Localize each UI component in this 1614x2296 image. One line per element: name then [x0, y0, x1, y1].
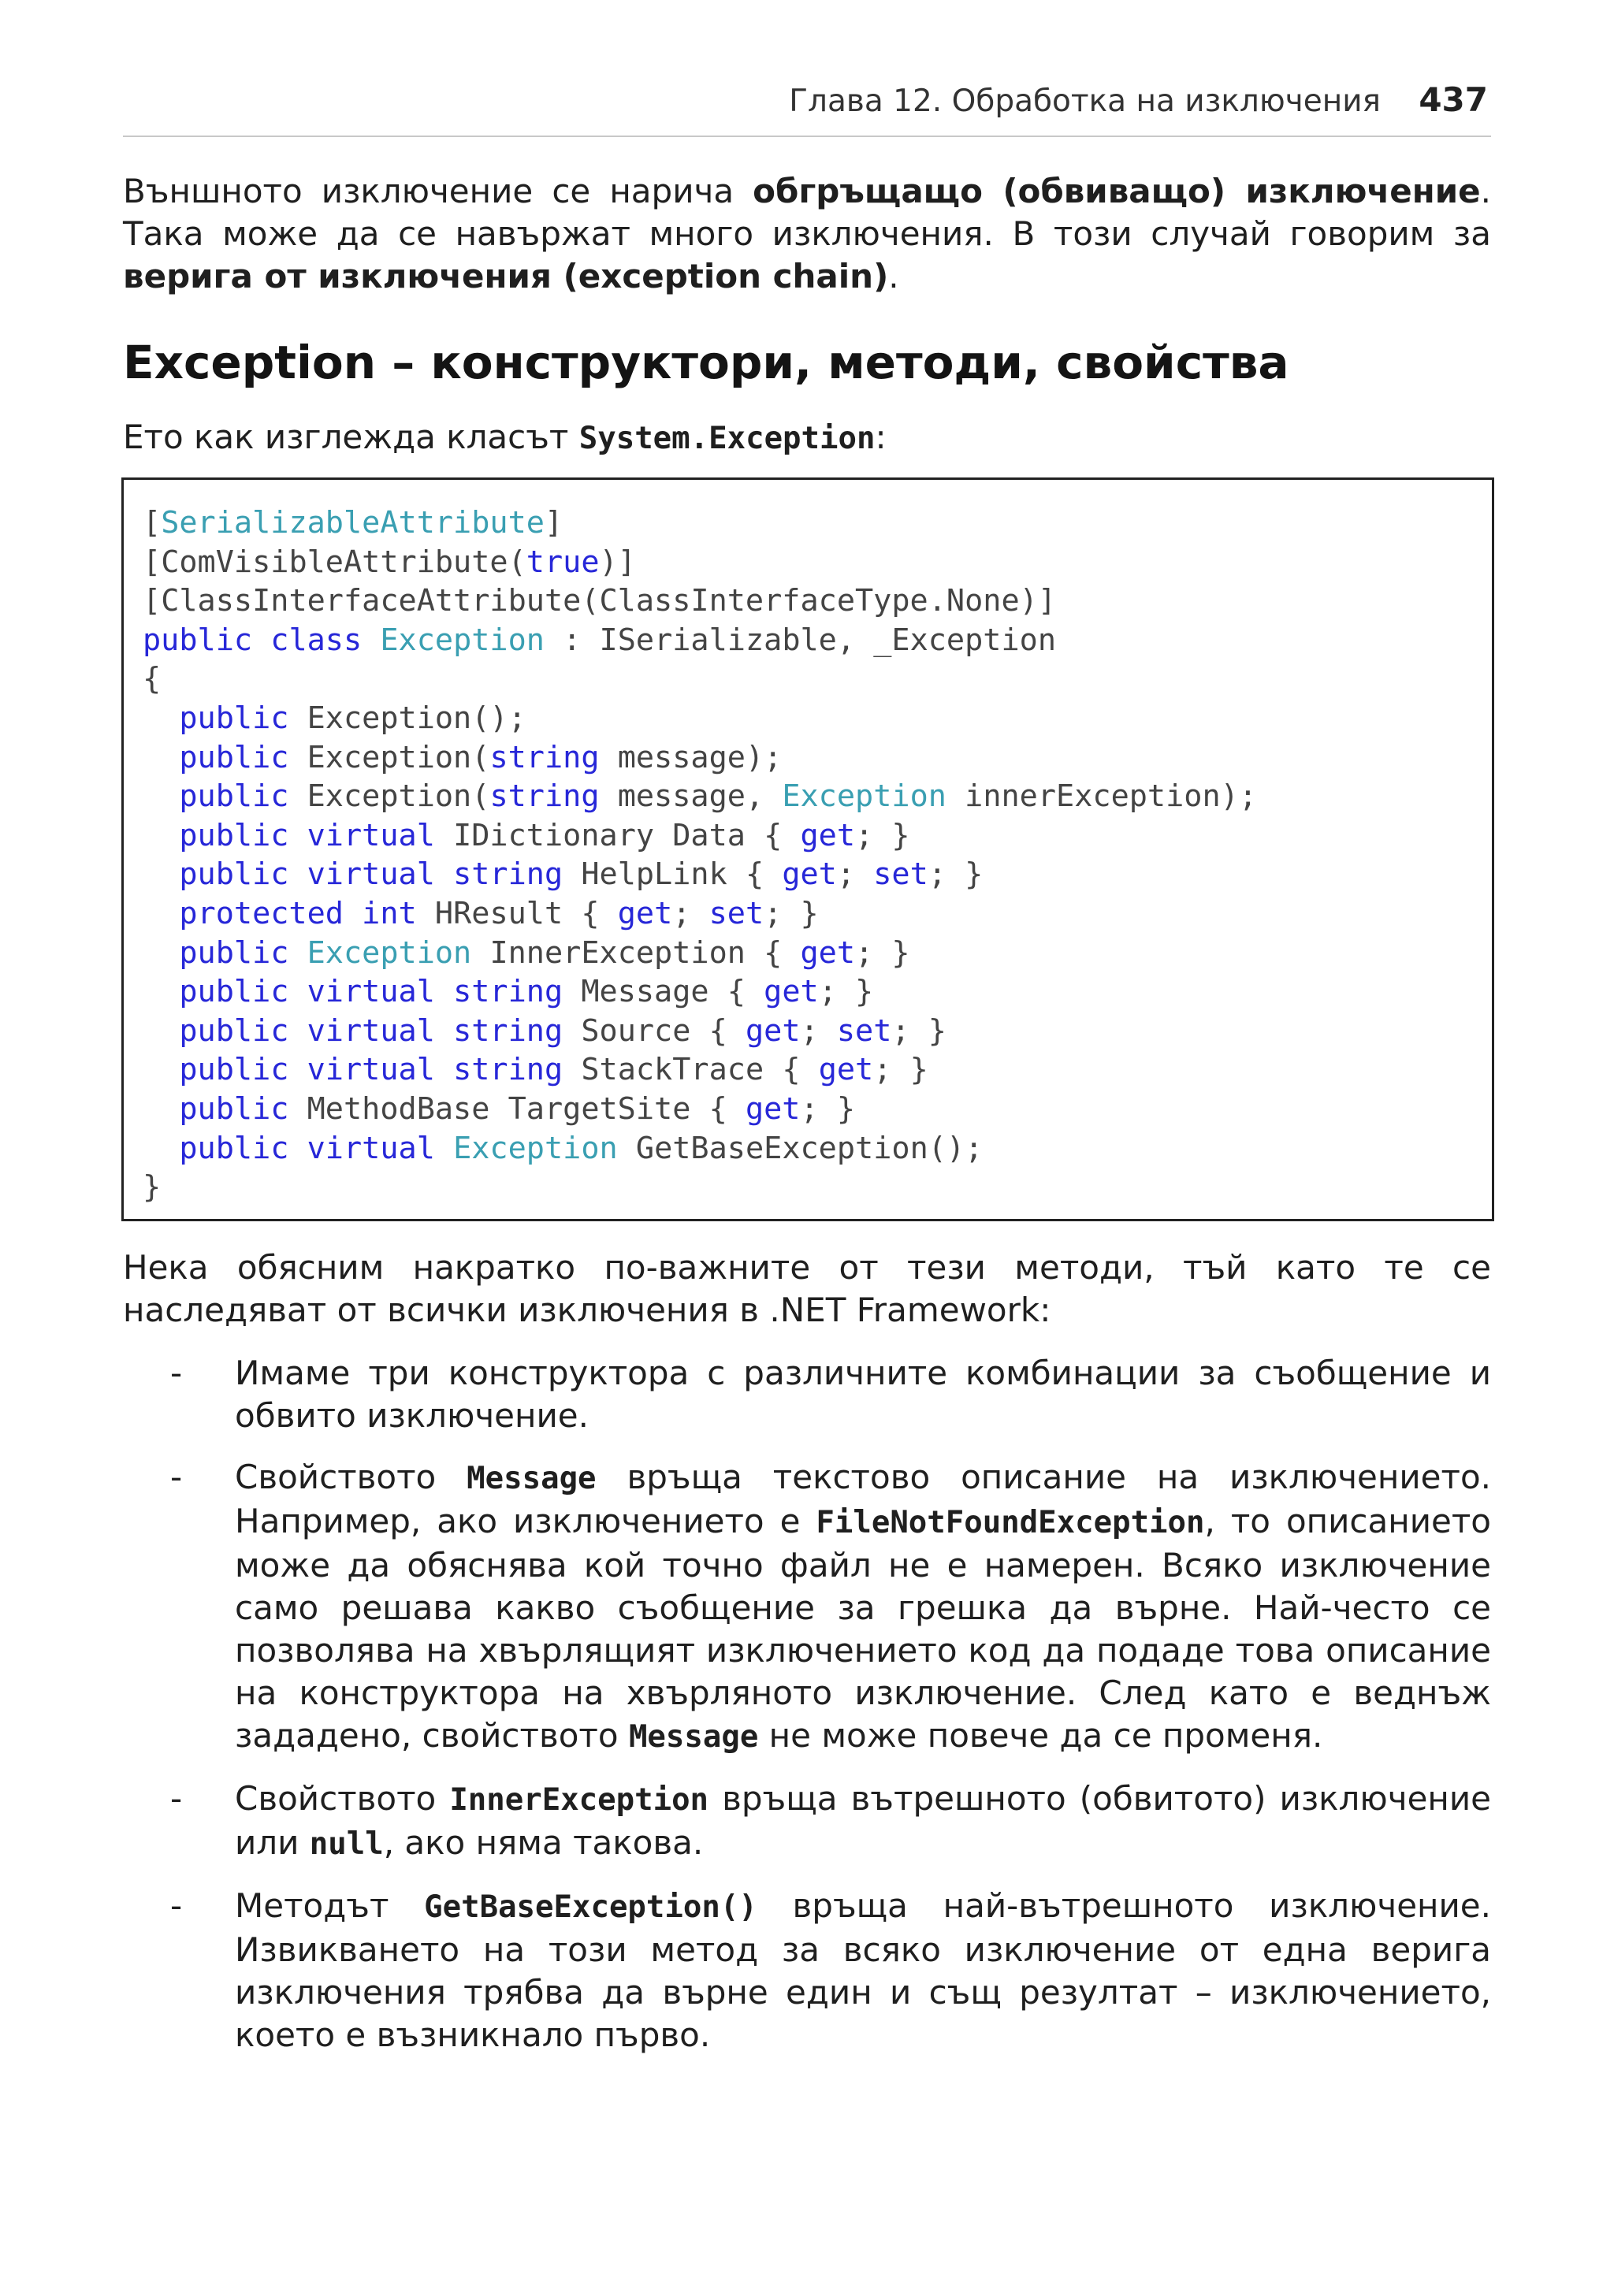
code-line: [SerializableAttribute]	[143, 505, 563, 541]
code-line: public Exception(string message, Exception innerException);	[179, 778, 1258, 815]
bullet-marker: -	[170, 1779, 183, 1818]
inline-code-getbaseexception: GetBaseException()	[424, 1889, 757, 1925]
lead-paragraph	[123, 416, 1491, 460]
code-line: [ClassInterfaceAttribute(ClassInterfaceType.None)]	[143, 583, 1056, 619]
bullet-marker: -	[170, 1458, 183, 1496]
intro-text-1: Външното изключение се нарича	[123, 172, 753, 210]
list-item	[123, 1778, 1491, 1866]
bullet-text	[235, 1778, 1491, 1866]
intro-paragraph	[123, 170, 1491, 298]
list-item	[123, 1352, 1491, 1437]
term-wrapping-exception: обгръщащо (обвиващо) изключение	[753, 172, 1481, 210]
bullet-text-part: Свойството	[235, 1458, 467, 1496]
code-line: public Exception InnerException { get; }	[179, 934, 910, 971]
code-line: public virtual string StackTrace { get; }	[179, 1052, 928, 1088]
code-line: public Exception(string message);	[179, 739, 783, 775]
code-lines	[143, 503, 1257, 1207]
list-item	[123, 1885, 1491, 2056]
inline-code-null: null	[309, 1826, 384, 1862]
running-header	[123, 79, 1491, 137]
section-heading: Exception – конструктори, методи, свойства	[123, 336, 1289, 389]
bullet-text-part: връща вътрешното (обвитото) изключение или	[235, 1779, 1492, 1862]
bullet-text: Имаме три конструктора с различните комбинации за съобщение и обвито изключение.	[235, 1354, 1491, 1435]
intro-text-3: .	[888, 257, 899, 295]
bullet-text-part: , то описанието може да обяснява кой точно файл не е намерен. Всяко изключение само решава какво съобщение за грешка да върне. Най-често се позволява на хвърлящият изключението код да подаде това описание на конструктора на хвърляното изключение. След като е веднъж зададено, свойството	[235, 1502, 1491, 1755]
bullet-text-part: връща най-вътрешното изключение. Извикването на този метод за всяко изключение от една верига изключения трябва да върне един и същ резултат – изключението, което е възникнало първо.	[235, 1886, 1491, 2054]
code-listing	[121, 477, 1494, 1221]
code-line: public virtual string Message { get; }	[179, 974, 874, 1010]
inline-code-message: Message	[628, 1719, 759, 1755]
bullet-marker: -	[170, 1354, 183, 1392]
page-number: 437	[1419, 80, 1488, 119]
code-line: public virtual string Source { get; set; }	[179, 1012, 946, 1049]
bullet-text	[235, 1885, 1491, 2056]
code-line: protected int HResult { get; set; }	[179, 895, 819, 931]
chapter-title: Глава 12. Обработка на изключения	[789, 84, 1381, 119]
bullet-text-part: Методът	[235, 1886, 425, 1925]
code-line: public class Exception : ISerializable, _Exception	[143, 622, 1057, 658]
bullet-list	[123, 1352, 1491, 2075]
code-line: {	[143, 661, 162, 697]
bullet-marker: -	[170, 1886, 183, 1925]
intro-text-2: . Така може да се навържат много изключения. В този случай говорим за	[123, 172, 1492, 253]
lead-text: Ето как изглежда класът	[123, 418, 579, 456]
term-exception-chain: верига от изключения (exception chain)	[123, 257, 889, 295]
bullet-text-part: връща текстово описание на изключението. Например, ако изключението е	[235, 1458, 1491, 1540]
code-line: public virtual Exception GetBaseException();	[179, 1130, 984, 1166]
bullet-text-part: Свойството	[235, 1779, 450, 1818]
inline-code-system-exception: System.Exception	[578, 421, 876, 456]
code-line: [ComVisibleAttribute(true)]	[143, 544, 636, 580]
bullet-text-part: , ако няма такова.	[383, 1823, 704, 1862]
code-line: public virtual string HelpLink { get; set; }	[179, 856, 984, 893]
list-item	[123, 1456, 1491, 1759]
summary-paragraph: Нека обясним накратко по-важните от тези методи, тъй като те се наследяват от всички изключения в .NET Framework:	[123, 1248, 1491, 1329]
inline-code-message: Message	[467, 1461, 597, 1496]
inline-code-filenotfoundexception: FileNotFoundException	[816, 1505, 1205, 1540]
bullet-text-part: не може повече да се променя.	[758, 1716, 1323, 1755]
code-line: }	[143, 1169, 162, 1206]
lead-suffix: :	[875, 418, 887, 456]
inline-code-innerexception: InnerException	[449, 1782, 709, 1818]
code-line: public MethodBase TargetSite { get; }	[179, 1090, 856, 1127]
code-line: public Exception();	[179, 700, 526, 736]
code-line: public virtual IDictionary Data { get; }	[179, 817, 910, 853]
bullet-text	[235, 1456, 1491, 1759]
